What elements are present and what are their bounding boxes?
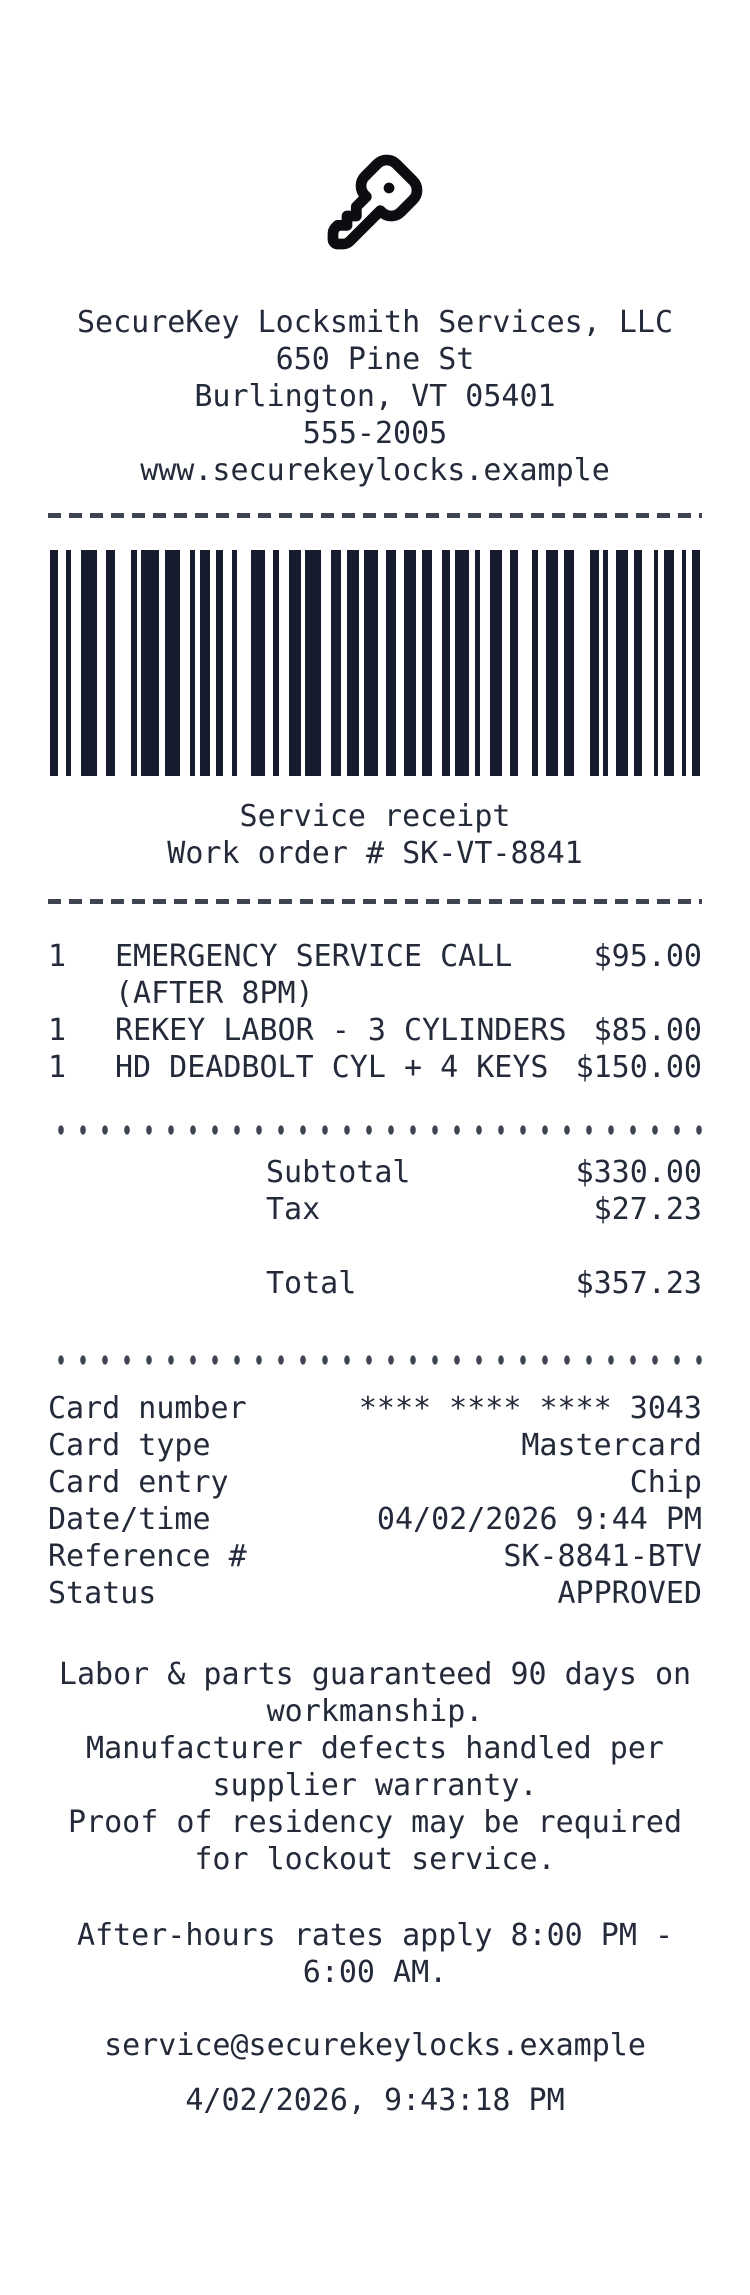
barcode-bar	[664, 550, 674, 776]
barcode-bar	[251, 550, 265, 776]
payment-value: Mastercard	[521, 1428, 702, 1463]
policy-notes	[48, 1656, 702, 1878]
policy-note: Labor & parts guaranteed 90 days on workmanship.	[58, 1657, 692, 1729]
barcode-bar	[232, 550, 237, 776]
barcode-bar	[603, 550, 608, 776]
line-items	[48, 938, 702, 1086]
dashed-separator	[48, 513, 702, 518]
total-value: $357.23	[575, 1266, 702, 1301]
dotted-separator	[48, 1124, 702, 1136]
merchant-header	[48, 304, 702, 489]
payment-row	[48, 1575, 702, 1612]
afterhours-note: After-hours rates apply 8:00 PM - 6:00 AM.	[76, 1918, 674, 1990]
barcode-bar	[216, 550, 223, 776]
payment-label: Card number	[48, 1391, 247, 1426]
tax-row	[48, 1191, 702, 1228]
barcode-bar	[682, 550, 686, 776]
barcode-bar	[442, 550, 450, 776]
item-desc: HD DEADBOLT CYL + 4 KEYS	[115, 1050, 549, 1085]
barcode-bar	[564, 550, 574, 776]
barcode-bar	[165, 550, 180, 776]
barcode-bar	[692, 550, 700, 776]
item-qty: 1	[48, 1013, 67, 1048]
receipt-title	[48, 798, 702, 872]
payment-label: Card entry	[48, 1465, 229, 1500]
line-item	[48, 1049, 702, 1086]
barcode-bar	[347, 550, 359, 776]
merchant-city: Burlington, VT 05401	[194, 379, 556, 414]
item-price: $95.00	[593, 939, 702, 974]
barcode-bar	[331, 550, 341, 776]
payment-value: 04/02/2026 9:44 PM	[376, 1502, 702, 1537]
barcode-bar	[66, 550, 71, 776]
policy-note: Manufacturer defects handled per supplier warranty.	[86, 1731, 664, 1803]
merchant-name: SecureKey Locksmith Services, LLC	[76, 305, 674, 340]
dashed-separator	[48, 899, 702, 904]
payment-row	[48, 1427, 702, 1464]
barcode-bar	[364, 550, 378, 776]
barcode-bar	[141, 550, 159, 776]
barcode-bar	[305, 550, 321, 776]
item-price: $150.00	[575, 1050, 702, 1085]
subtotal-value: $330.00	[575, 1155, 702, 1190]
payment-value: Chip	[629, 1465, 702, 1500]
payment-label: Date/time	[48, 1502, 211, 1537]
barcode	[48, 550, 702, 776]
payment-label: Reference #	[48, 1539, 247, 1574]
dotted-separator	[48, 1354, 702, 1366]
item-desc-continued: (AFTER 8PM)	[115, 976, 314, 1011]
barcode-bar	[106, 550, 115, 776]
tax-value: $27.23	[593, 1192, 702, 1227]
barcode-bar	[510, 550, 518, 776]
payment-row	[48, 1538, 702, 1575]
merchant-street: 650 Pine St	[275, 342, 475, 377]
totals	[48, 1154, 702, 1302]
barcode-bar	[490, 550, 502, 776]
payment-label: Status	[48, 1576, 157, 1611]
barcode-bar	[404, 550, 416, 776]
payment-value: SK-8841-BTV	[503, 1539, 702, 1574]
tax-label: Tax	[266, 1192, 321, 1227]
barcode-bar	[273, 550, 279, 776]
contact-email: service@securekeylocks.example	[104, 2028, 646, 2063]
payment-row	[48, 1501, 702, 1538]
line-item	[48, 938, 702, 975]
item-qty: 1	[48, 939, 67, 974]
item-price: $85.00	[593, 1013, 702, 1048]
totals-spacer	[48, 1228, 702, 1265]
item-desc: REKEY LABOR - 3 CYLINDERS	[115, 1013, 567, 1048]
barcode-bar	[422, 550, 432, 776]
barcode-bar	[190, 550, 195, 776]
payment-details	[48, 1390, 702, 1612]
barcode-bar	[289, 550, 301, 776]
subtotal-row	[48, 1154, 702, 1191]
payment-value: APPROVED	[557, 1576, 702, 1611]
merchant-website: www.securekeylocks.example	[140, 453, 610, 488]
barcode-bar	[590, 550, 599, 776]
merchant-logo	[48, 146, 702, 258]
barcode-bar	[654, 550, 658, 776]
barcode-bar	[634, 550, 642, 776]
merchant-phone: 555-2005	[302, 416, 448, 451]
payment-row	[48, 1390, 702, 1427]
barcode-bar	[616, 550, 628, 776]
work-order-number: Work order # SK-VT-8841	[167, 836, 583, 871]
payment-row	[48, 1464, 702, 1501]
total-row	[48, 1265, 702, 1302]
subtotal-label: Subtotal	[266, 1155, 411, 1190]
item-desc: EMERGENCY SERVICE CALL	[115, 939, 513, 974]
policy-note: Proof of residency may be required for lockout service.	[67, 1805, 683, 1877]
barcode-bar	[131, 550, 137, 776]
key-icon	[319, 146, 431, 258]
barcode-bar	[475, 550, 480, 776]
payment-value: **** **** **** 3043	[358, 1391, 702, 1426]
barcode-bar	[546, 550, 558, 776]
barcode-bar	[532, 550, 538, 776]
barcode-bar	[386, 550, 396, 776]
barcode-bar	[50, 550, 58, 776]
barcode-bar	[455, 550, 469, 776]
barcode-bar	[81, 550, 97, 776]
total-label: Total	[266, 1266, 357, 1301]
item-qty: 1	[48, 1050, 67, 1085]
printed-datetime: 4/02/2026, 9:43:18 PM	[185, 2083, 565, 2118]
receipt-type: Service receipt	[239, 799, 511, 834]
payment-label: Card type	[48, 1428, 211, 1463]
barcode-bar	[200, 550, 210, 776]
line-item	[48, 1012, 702, 1049]
